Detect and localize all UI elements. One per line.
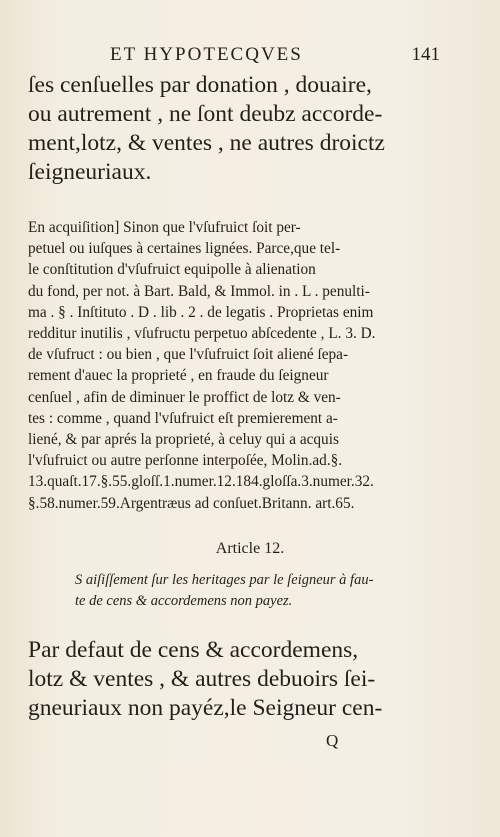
article-heading: Article 12. xyxy=(215,540,285,557)
text-line: rement d'auec la proprieté , en fraude du ſeigneur xyxy=(28,367,329,385)
text-line: Par defaut de cens & accordemens, xyxy=(28,637,359,663)
text-line: ſes cenſuelles par donation , douaire, xyxy=(28,72,372,98)
paragraph-top xyxy=(28,71,468,187)
text-line: te de cens & accordemens non payez. xyxy=(75,593,293,609)
text-line: petuel ou iuſques à certaines lignées. Parce,que tel- xyxy=(28,240,341,258)
text-line: l'vſufruict ou autre perſonne interpoſée, Molin.ad.§. xyxy=(28,452,343,470)
page-number: 141 xyxy=(411,44,440,65)
text-line: du fond, per not. à Bart. Bald, & Immol. in . L . penulti- xyxy=(28,282,370,300)
text-line: lotz & ventes , & autres debuoirs ſei- xyxy=(28,666,376,692)
text-line: cenſuel , afin de diminuer le proffict de lotz & ven- xyxy=(28,388,341,406)
text-line: ſeigneuriaux. xyxy=(28,159,152,185)
text-line: redditur inutilis , vſufructu perpetuo abſcedente , L. 3. D. xyxy=(28,325,376,343)
text-line: de vſufruct : ou bien , que l'vſufruict ſoit aliené ſepa- xyxy=(28,346,349,364)
text-line: 13.quaſt.17.§.55.gloſſ.1.numer.12.184.gloſſa.3.numer.32. xyxy=(28,473,374,491)
text-line: En acquiſition] Sinon que l'vſufruict ſoit per- xyxy=(28,219,301,236)
text-line: liené, & par aprés la proprieté, à celuy qui a acquis xyxy=(28,431,339,449)
text-line: le conſtitution d'vſufruict equipolle à alienation xyxy=(28,261,316,279)
catchword: Q xyxy=(326,731,339,750)
text-line: gneuriaux non payéz,le Seigneur cen- xyxy=(28,695,383,721)
text-line: S aiſiſſement ſur les heritages par le ſeigneur à fau- xyxy=(75,572,374,588)
text-line: §.58.numer.59.Argentræus ad conſuet.Britann. art.65. xyxy=(28,494,355,512)
running-head-title: ET HYPOTECQVES xyxy=(110,44,303,65)
text-line: ou autrement , ne ſont deubz accorde- xyxy=(28,101,383,127)
commentary xyxy=(28,217,468,514)
paragraph-bottom xyxy=(28,636,468,723)
text-line: tes : comme , quand l'vſufruict eſt premierement a- xyxy=(28,409,338,427)
text-line: ment,lotz, & ventes , ne autres droictz xyxy=(28,130,385,156)
text-line: ma . § . Inſtituto . D . lib . 2 . de legatis . Proprietas enim xyxy=(28,303,374,321)
article-summary xyxy=(75,570,435,612)
